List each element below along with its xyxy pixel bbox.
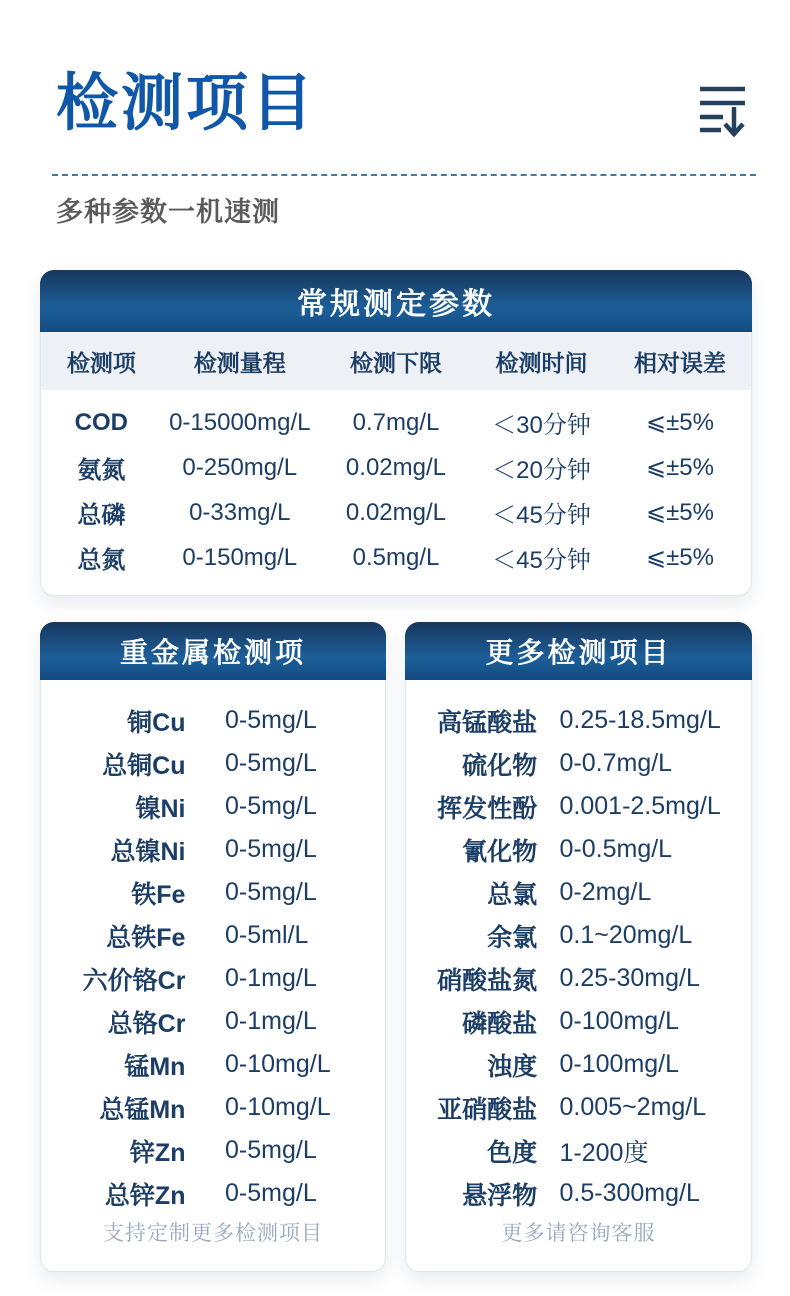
param-time: ＜45分钟 [492,547,591,574]
item-value: 0-5mg/L [225,706,317,734]
item-value: 0-0.7mg/L [559,749,673,777]
item-label: 总铜Cu [102,751,186,780]
item-value: 0-5ml/L [225,921,309,949]
item-value: 0.005~2mg/L [559,1093,707,1121]
item-value: 0-1mg/L [225,964,317,992]
item-label: 总铁Fe [106,923,186,952]
list-item [406,1000,751,1043]
item-value: 0-5mg/L [225,1136,317,1164]
item-value: 0-5mg/L [225,792,317,820]
param-error: ⩽±5% [645,499,714,526]
item-label: 磷酸盐 [462,1009,538,1038]
standard-params-card [40,270,752,596]
list-item [406,742,751,785]
list-item [41,871,385,914]
item-label: 锌Zn [129,1138,186,1167]
item-label: 锰Mn [124,1052,186,1081]
list-item [41,1129,385,1172]
item-label: 总氯 [487,880,538,909]
item-value: 1-200度 [559,1138,649,1167]
item-label: 挥发性酚 [437,794,538,823]
item-value: 0-10mg/L [225,1050,331,1078]
item-label: 总锰Mn [99,1095,186,1124]
item-value: 0-100mg/L [559,1050,680,1078]
param-name: 氨氮 [77,457,126,484]
list-item [41,957,385,1000]
item-value: 0-10mg/L [225,1093,331,1121]
list-item [41,1000,385,1043]
table-row [41,535,751,580]
item-value: 0.001-2.5mg/L [559,792,721,820]
list-item [41,699,385,742]
table-column-headers [41,332,751,390]
more-items-card [405,622,752,1272]
item-label: 铁Fe [131,880,186,909]
item-value: 0.25-18.5mg/L [559,706,721,734]
list-down-arrow-icon [692,84,752,140]
item-label: 铜Cu [127,708,186,737]
more-items-list [406,680,751,1215]
param-time: ＜30分钟 [492,412,591,439]
param-range: 0-150mg/L [182,543,298,571]
list-item [41,914,385,957]
standard-params-header [40,270,752,332]
item-label: 氰化物 [462,837,538,866]
list-item [406,1129,751,1172]
list-item [406,871,751,914]
heavy-metal-title: 重金属检测项 [119,637,306,668]
item-value: 0-0.5mg/L [559,835,673,863]
item-label: 硝酸盐氮 [437,966,538,995]
list-item [406,914,751,957]
list-item [406,1043,751,1086]
item-value: 0-5mg/L [225,749,317,777]
item-label: 余氯 [487,923,538,952]
param-error: ⩽±5% [645,454,714,481]
item-label: 高锰酸盐 [437,708,538,737]
table-row [41,445,751,490]
column-header-time: 检测时间 [495,349,588,376]
param-range: 0-15000mg/L [169,408,311,436]
standard-params-title: 常规测定参数 [297,288,495,321]
item-value: 0-2mg/L [559,878,652,906]
item-value: 0.5-300mg/L [559,1179,700,1207]
param-range: 0-250mg/L [182,453,298,481]
table-row [41,490,751,535]
list-item [41,828,385,871]
list-item [41,1172,385,1215]
param-range: 0-33mg/L [189,498,291,526]
item-value: 0-5mg/L [225,1179,317,1207]
table-body [41,390,751,580]
list-item [41,742,385,785]
list-item [406,785,751,828]
list-item [406,1086,751,1129]
item-label: 硫化物 [462,751,538,780]
list-item [406,828,751,871]
item-label: 总锌Zn [104,1181,186,1210]
param-name: COD [74,408,129,436]
list-item [41,1043,385,1086]
item-label: 镍Ni [135,794,186,823]
param-lower-limit: 0.5mg/L [352,543,440,571]
heavy-metal-list [41,680,385,1215]
column-header-item: 检测项 [66,349,136,376]
list-item [406,957,751,1000]
param-lower-limit: 0.7mg/L [352,408,440,436]
param-error: ⩽±5% [645,544,714,571]
item-value: 0.25-30mg/L [559,964,700,992]
item-label: 悬浮物 [462,1181,538,1210]
more-items-title: 更多检测项目 [485,637,672,668]
item-value: 0-1mg/L [225,1007,317,1035]
param-lower-limit: 0.02mg/L [345,453,446,481]
table-row [41,400,751,445]
more-items-header [405,622,752,680]
heavy-metal-footer-note: 支持定制更多检测项目 [103,1222,323,1245]
item-label: 总铬Cr [107,1009,186,1038]
column-header-error: 相对误差 [633,349,726,376]
page-title: 检测项目 [56,70,317,138]
list-item [406,1172,751,1215]
item-label: 色度 [487,1138,538,1167]
param-time: ＜20分钟 [492,457,591,484]
item-value: 0.1~20mg/L [559,921,693,949]
dashed-divider [52,174,756,176]
param-name: 总氮 [77,547,126,574]
column-header-range: 检测量程 [193,349,286,376]
param-lower-limit: 0.02mg/L [345,498,446,526]
list-item [41,785,385,828]
param-name: 总磷 [77,502,126,529]
heavy-metal-card [40,622,386,1272]
column-header-lower-limit: 检测下限 [349,349,442,376]
item-value: 0-5mg/L [225,878,317,906]
list-item [41,1086,385,1129]
list-item [406,699,751,742]
page-subtitle: 多种参数一机速测 [56,197,280,227]
item-label: 亚硝酸盐 [437,1095,538,1124]
item-value: 0-5mg/L [225,835,317,863]
item-label: 总镍Ni [110,837,186,866]
param-error: ⩽±5% [645,409,714,436]
param-time: ＜45分钟 [492,502,591,529]
heavy-metal-header [40,622,386,680]
item-label: 六价铬Cr [82,966,186,995]
more-items-footer-note: 更多请咨询客服 [501,1222,656,1245]
item-label: 浊度 [487,1052,538,1081]
item-value: 0-100mg/L [559,1007,680,1035]
